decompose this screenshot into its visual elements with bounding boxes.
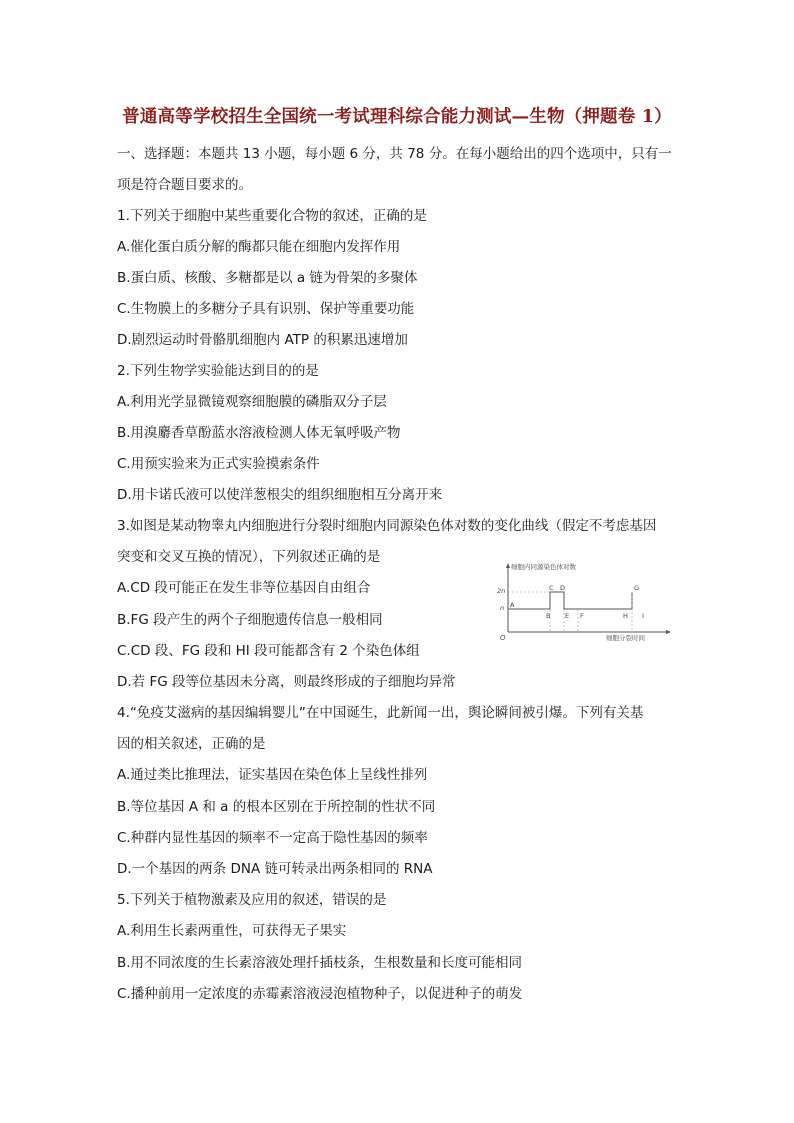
question-4-option-a: A.通过类比推理法，证实基因在染色体上呈线性排列 [117,767,428,783]
point-a: A [510,601,515,609]
question-3-stem-line-1: 3.如图是某动物睾丸内细胞进行分裂时细胞内同源染色体对数的变化曲线（假定不考虑基因 [117,518,657,534]
question-1-option-a: A.催化蛋白质分解的酶都只能在细胞内发挥作用 [117,239,401,255]
question-4-option-b: B.等位基因 A 和 a 的根本区别在于所控制的性状不同 [117,799,436,815]
x-axis-label: 细胞分裂时间 [606,634,645,642]
y-axis-label: 细胞内同源染色体对数 [511,563,576,571]
question-1-stem: 1.下列关于细胞中某些重要化合物的叙述，正确的是 [117,208,427,224]
question-3-option-a: A.CD 段可能正在发生非等位基因自由组合 [117,580,371,596]
question-3-option-d: D.若 FG 段等位基因未分离，则最终形成的子细胞均异常 [117,674,456,690]
point-e: E [565,612,570,620]
question-1-option-c: C.生物膜上的多糖分子具有识别、保护等重要功能 [117,301,415,317]
section-intro-line-2: 项是符合题目要求的。 [117,177,252,193]
homologous-pairs-figure [494,560,674,644]
question-4-option-c: C.种群内显性基因的频率不一定高于隐性基因的频率 [117,830,428,846]
question-2-option-c: C.用预实验来为正式实验摸索条件 [117,456,320,472]
question-2-stem: 2.下列生物学实验能达到目的的是 [117,363,319,379]
curve-path [508,592,632,609]
x-axis-arrow [666,630,671,634]
point-i: I [642,612,644,620]
question-1-option-d: D.剧烈运动时骨骼肌细胞内 ATP 的积累迅速增加 [117,332,408,348]
question-5-option-c: C.播种前用一定浓度的赤霉素溶液浸泡植物种子，以促进种子的萌发 [117,986,523,1002]
question-5-option-b: B.用不同浓度的生长素溶液处理扦插枝条，生根数量和长度可能相同 [117,955,523,971]
point-g: G [634,584,640,592]
question-3-stem-line-2: 突变和交叉互换的情况），下列叙述正确的是 [117,549,381,565]
question-3-option-c: C.CD 段、FG 段和 HI 段可能都含有 2 个染色体组 [117,643,420,659]
section-intro-line-1: 一、选择题：本题共 13 小题，每小题 6 分，共 78 分。在每小题给出的四个选项中，只有一 [117,146,672,162]
question-3-option-b: B.FG 段产生的两个子细胞遗传信息一般相同 [117,612,383,628]
question-2-option-b: B.用溴麝香草酚蓝水溶液检测人体无氧呼吸产物 [117,425,401,441]
question-1-option-b: B.蛋白质、核酸、多糖都是以 a 链为骨架的多聚体 [117,270,418,286]
point-c: C [549,584,554,592]
question-4-stem-line-2: 因的相关叙述，正确的是 [117,736,266,752]
question-5-stem: 5.下列关于植物激素及应用的叙述，错误的是 [117,892,387,908]
point-b: B [546,612,551,620]
question-4-stem-line-1: 4.“免疫艾滋病的基因编辑婴儿”在中国诞生，此新闻一出，舆论瞬间被引爆。下列有关基 [117,705,644,721]
question-5-option-a: A.利用生长素两重性，可获得无子果实 [117,923,347,939]
exam-title: 普通高等学校招生全国统一考试理科综合能力测试—生物（押题卷 1） [122,107,672,127]
point-h: H [623,612,628,620]
origin-label: O [500,634,506,642]
point-f: F [580,612,584,620]
question-4-option-d: D.一个基因的两条 DNA 链可转录出两条相同的 RNA [117,861,433,877]
y-axis-arrow [506,563,510,568]
y-tick-2n: 2n [497,587,506,595]
question-2-option-d: D.用卡诺氏液可以使洋葱根尖的组织细胞相互分离开来 [117,487,443,503]
y-tick-n: n [500,604,505,612]
question-2-option-a: A.利用光学显微镜观察细胞膜的磷脂双分子层 [117,394,387,410]
point-d: D [560,584,566,592]
